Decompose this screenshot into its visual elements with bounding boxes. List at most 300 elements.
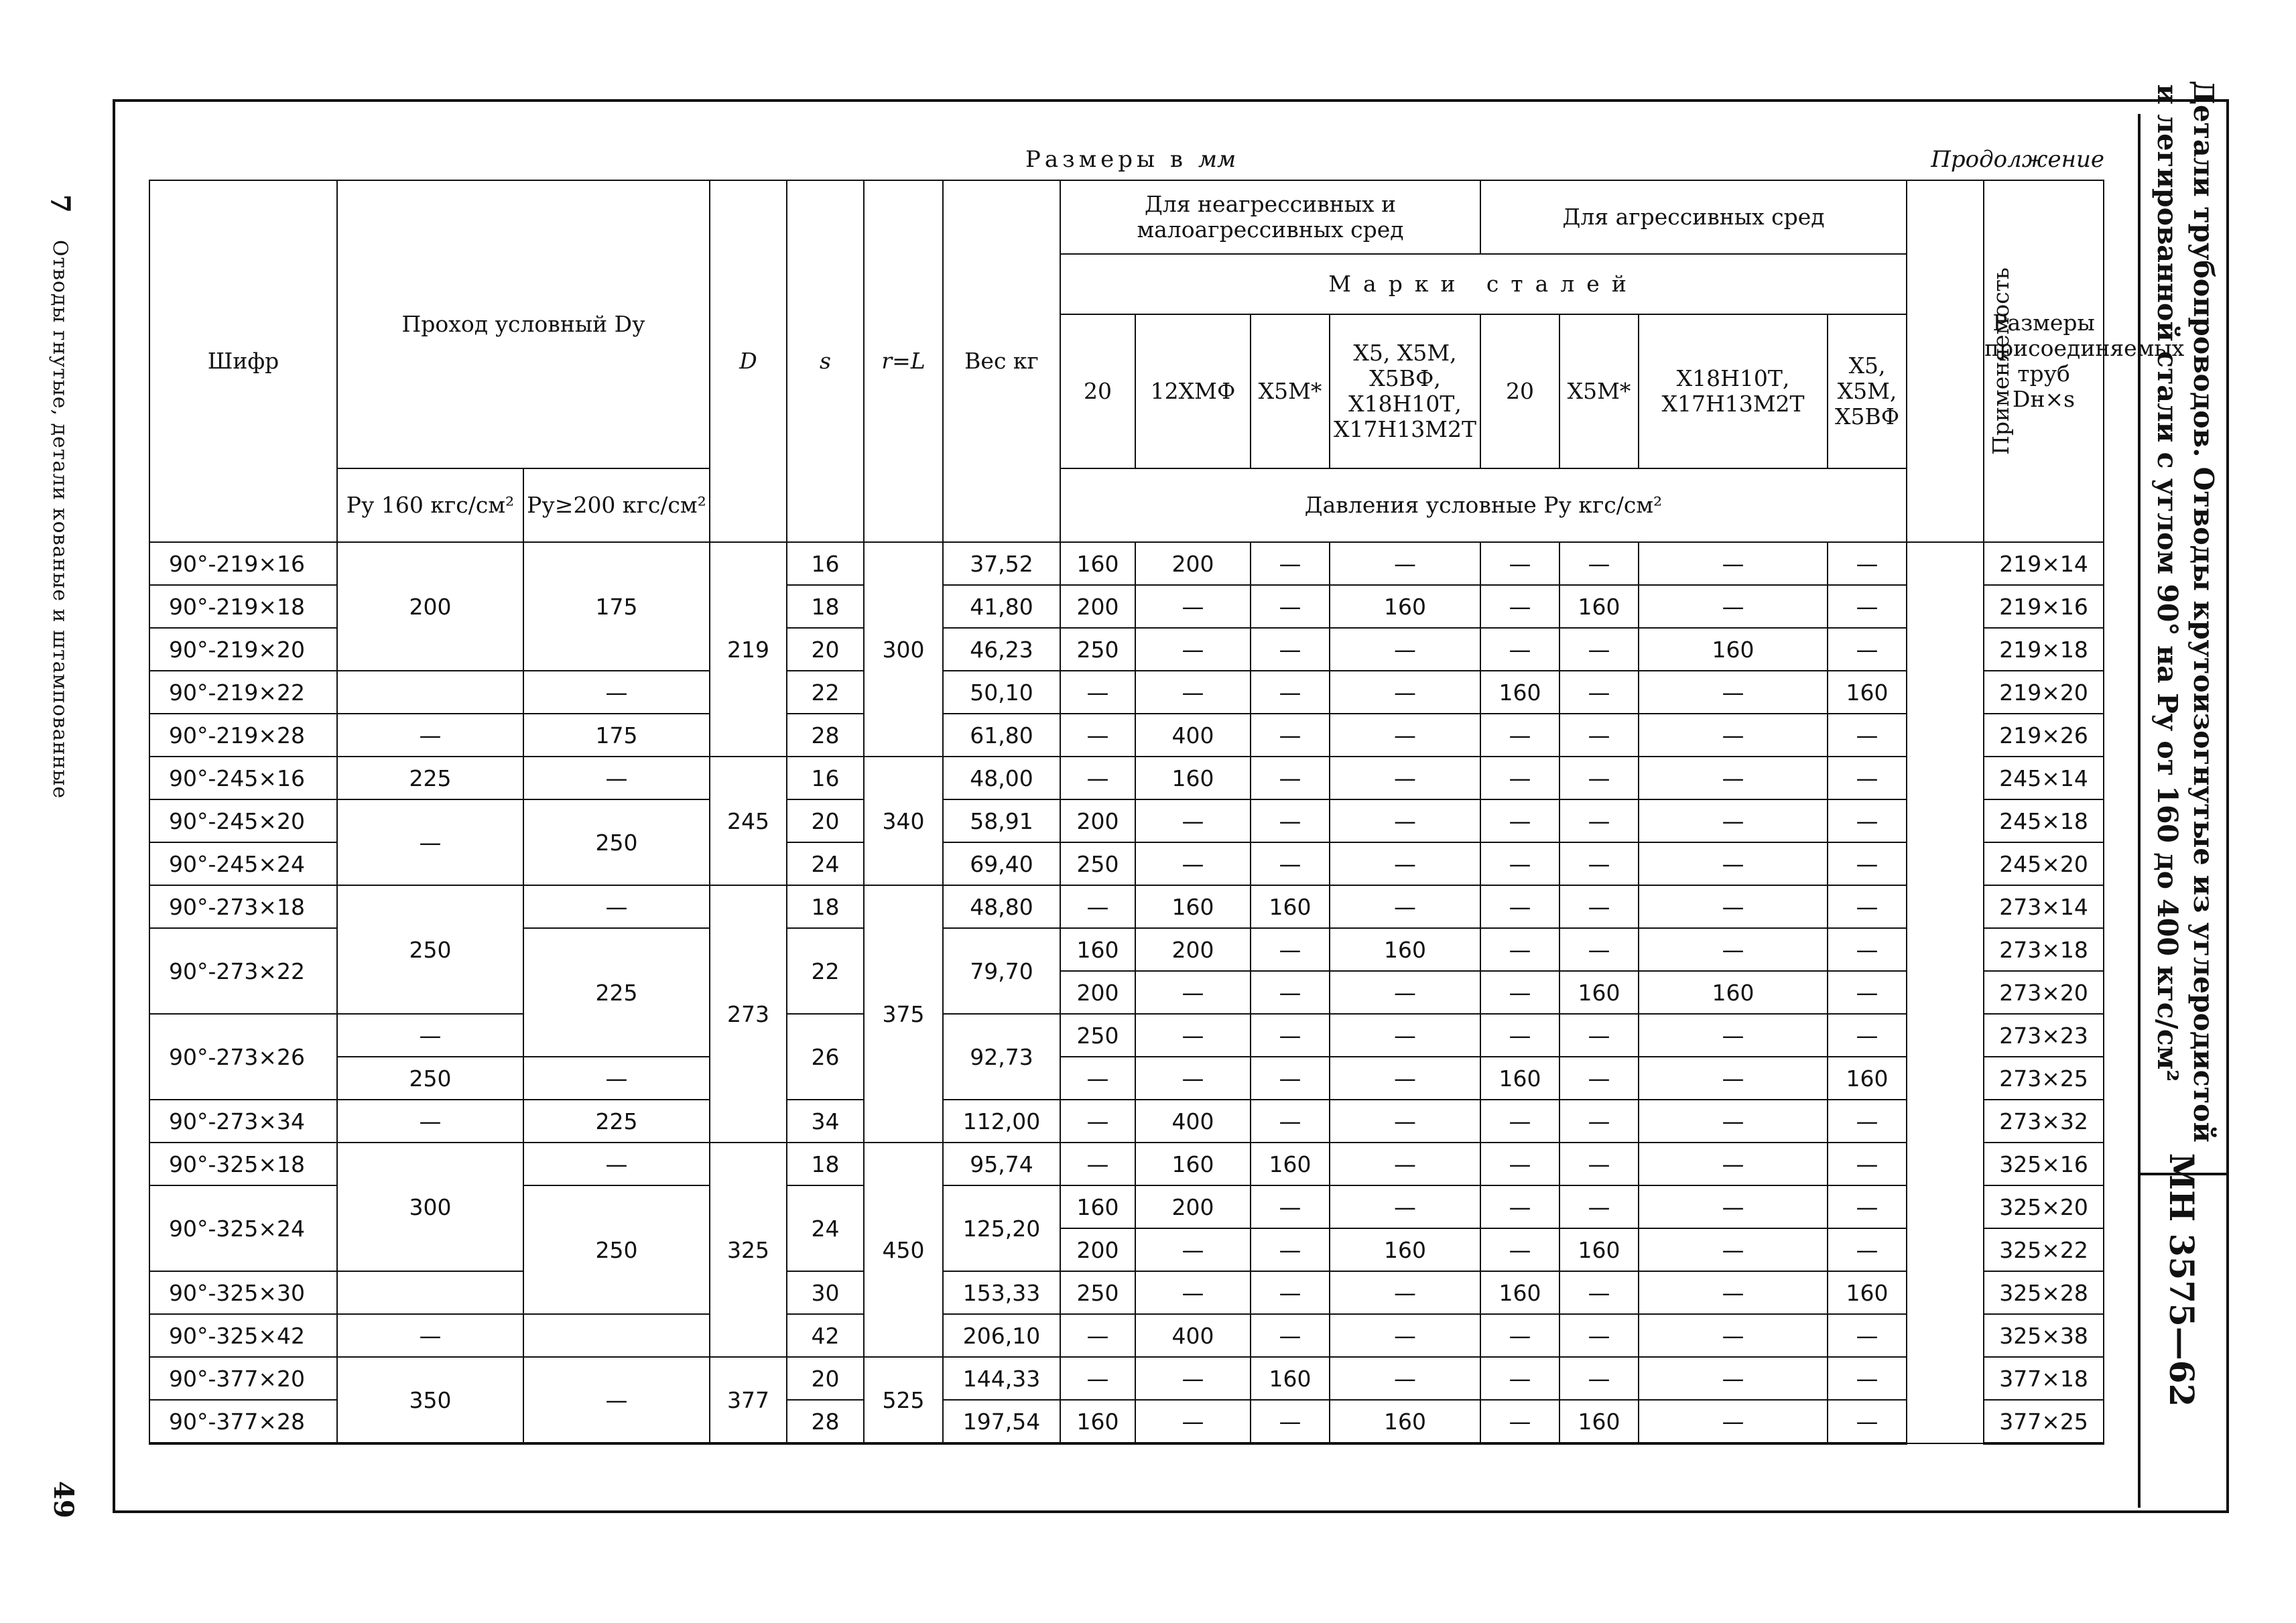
pressure-cell: —: [1480, 885, 1559, 928]
pressure-cell: —: [1828, 628, 1907, 671]
pressure-cell: —: [1639, 1143, 1828, 1185]
weight-cell: 48,80: [943, 885, 1060, 928]
pressure-cell: —: [1559, 1014, 1639, 1057]
attached-cell: 325×28: [1984, 1271, 2104, 1314]
header-py160: Pу 160 кгс/см²: [337, 468, 523, 542]
pressure-cell: —: [1330, 757, 1480, 799]
page-number: 49: [48, 1481, 79, 1518]
pressure-cell: —: [1251, 628, 1330, 671]
table-row: [149, 757, 2104, 799]
pressure-cell: —: [1251, 1014, 1330, 1057]
py200-cell: —: [523, 885, 710, 928]
pressure-cell: —: [1251, 1314, 1330, 1357]
code-cell: 90°-245×16: [149, 757, 337, 799]
pressure-cell: —: [1639, 842, 1828, 885]
pressure-cell: —: [1559, 1271, 1639, 1314]
py160-cell: —: [337, 1100, 523, 1143]
pressure-cell: 160: [1060, 928, 1135, 971]
pressure-cell: —: [1060, 671, 1135, 714]
header-rL: r=L: [864, 180, 943, 542]
pressure-cell: —: [1330, 1185, 1480, 1228]
pressure-cell: 160: [1559, 1228, 1639, 1271]
pressure-cell: —: [1060, 1100, 1135, 1143]
weight-cell: 206,10: [943, 1314, 1060, 1357]
pressure-cell: —: [1480, 971, 1559, 1014]
pressure-cell: 400: [1135, 1314, 1251, 1357]
title-line-1: Детали трубопроводов. Отводы крутоизогнутые из углеродистой: [2187, 80, 2220, 1143]
pressure-cell: —: [1135, 971, 1251, 1014]
applicability-cell: [1907, 542, 1984, 1443]
pressure-cell: —: [1135, 1357, 1251, 1400]
weight-cell: 46,23: [943, 628, 1060, 671]
rL-cell: 340: [864, 757, 943, 885]
pressure-cell: 200: [1060, 585, 1135, 628]
code-cell: 90°-219×16: [149, 542, 337, 585]
pressure-cell: 250: [1060, 1271, 1135, 1314]
pressure-cell: —: [1480, 1400, 1559, 1443]
header-steel-7: Х18Н10Т, Х17Н13М2Т: [1639, 314, 1828, 468]
pressure-cell: —: [1251, 971, 1330, 1014]
weight-cell: 41,80: [943, 585, 1060, 628]
pressure-cell: —: [1828, 757, 1907, 799]
header-applicability: [1907, 180, 2014, 542]
s-cell: 20: [787, 799, 864, 842]
pressure-cell: 160: [1559, 585, 1639, 628]
pressure-cell: —: [1251, 1185, 1330, 1228]
weight-cell: 48,00: [943, 757, 1060, 799]
py200-cell: 250: [523, 1185, 710, 1314]
s-cell: 34: [787, 1100, 864, 1143]
title-line-2: и легированной стали с углом 90° на Pу от 160 до 400 кгс/см²: [2151, 84, 2183, 1082]
D-cell: 219: [710, 542, 787, 757]
pressure-cell: —: [1251, 1400, 1330, 1443]
continuation-label: Продолжение: [1931, 146, 2104, 173]
header-passage: Проход условный Dу: [337, 180, 710, 468]
code-cell: 90°-325×24: [149, 1185, 337, 1271]
rL-cell: 300: [864, 542, 943, 757]
pressure-cell: 160: [1251, 885, 1330, 928]
header-steel-4: Х5, Х5М, Х5ВФ, Х18Н10Т, Х17Н13М2Т: [1330, 314, 1480, 468]
attached-cell: 273×32: [1984, 1100, 2104, 1143]
pressure-cell: 200: [1135, 542, 1251, 585]
table-row: [149, 1143, 2104, 1185]
code-cell: 90°-325×30: [149, 1271, 337, 1314]
s-cell: 28: [787, 1400, 864, 1443]
py160-cell: [337, 1271, 523, 1314]
pressure-cell: —: [1828, 1143, 1907, 1185]
pressure-cell: —: [1135, 1057, 1251, 1100]
pressure-cell: 160: [1251, 1143, 1330, 1185]
pressure-cell: —: [1251, 1057, 1330, 1100]
py200-cell: —: [523, 671, 710, 714]
pressure-cell: —: [1559, 1143, 1639, 1185]
table-row: [149, 1100, 2104, 1143]
pressure-cell: —: [1828, 1400, 1907, 1443]
py200-cell: —: [523, 757, 710, 799]
pressure-cell: —: [1639, 757, 1828, 799]
header-aggressive: Для агрессивных сред: [1480, 180, 1907, 254]
pressure-cell: —: [1480, 1100, 1559, 1143]
pressure-cell: —: [1559, 1314, 1639, 1357]
code-cell: 90°-219×18: [149, 585, 337, 628]
pressure-cell: —: [1060, 885, 1135, 928]
table-caption-line: [147, 146, 2104, 173]
pressure-cell: 160: [1135, 885, 1251, 928]
table-row: [149, 714, 2104, 757]
pressure-cell: —: [1639, 542, 1828, 585]
pressure-cell: —: [1330, 799, 1480, 842]
py160-cell: [337, 671, 523, 714]
pressure-cell: —: [1135, 585, 1251, 628]
attached-cell: 273×20: [1984, 971, 2104, 1014]
attached-cell: 219×26: [1984, 714, 2104, 757]
s-cell: 28: [787, 714, 864, 757]
pressure-cell: —: [1480, 1143, 1559, 1185]
code-cell: 90°-273×26: [149, 1014, 337, 1100]
pressure-cell: —: [1828, 714, 1907, 757]
attached-cell: 325×38: [1984, 1314, 2104, 1357]
pressure-cell: —: [1559, 842, 1639, 885]
pressure-cell: —: [1559, 1057, 1639, 1100]
s-cell: 26: [787, 1014, 864, 1100]
pressure-cell: 160: [1330, 585, 1480, 628]
pressure-cell: —: [1639, 585, 1828, 628]
page-marker: 7: [44, 194, 76, 213]
pressure-cell: 160: [1559, 1400, 1639, 1443]
attached-cell: 245×20: [1984, 842, 2104, 885]
table-row: [149, 1357, 2104, 1400]
pressure-cell: —: [1559, 1357, 1639, 1400]
pressure-cell: —: [1135, 628, 1251, 671]
table-row: [149, 1057, 2104, 1100]
s-cell: 20: [787, 1357, 864, 1400]
applicability-text: Применяемость: [1987, 267, 2014, 455]
attached-cell: 245×18: [1984, 799, 2104, 842]
header-steel-2: 12ХМФ: [1135, 314, 1251, 468]
header-py200: Pу≥200 кгс/см²: [523, 468, 710, 542]
pressure-cell: —: [1251, 585, 1330, 628]
pressure-cell: 160: [1480, 1271, 1559, 1314]
s-cell: 24: [787, 1185, 864, 1271]
py160-cell: 225: [337, 757, 523, 799]
pressure-cell: —: [1251, 799, 1330, 842]
code-cell: 90°-245×20: [149, 799, 337, 842]
section-caption: Отводы гнутые, детали кованые и штампованные: [48, 239, 72, 799]
header-steel-5: 20: [1480, 314, 1559, 468]
pressure-cell: 160: [1480, 1057, 1559, 1100]
pressure-cell: —: [1559, 714, 1639, 757]
pressure-cell: —: [1828, 1357, 1907, 1400]
s-cell: 20: [787, 628, 864, 671]
pressure-cell: —: [1330, 842, 1480, 885]
pressure-cell: —: [1639, 1271, 1828, 1314]
attached-cell: 273×23: [1984, 1014, 2104, 1057]
pressure-cell: 160: [1330, 1228, 1480, 1271]
s-cell: 30: [787, 1271, 864, 1314]
weight-cell: 197,54: [943, 1400, 1060, 1443]
py160-cell: 300: [337, 1143, 523, 1271]
D-cell: 377: [710, 1357, 787, 1443]
pressure-cell: —: [1559, 885, 1639, 928]
attached-cell: 377×18: [1984, 1357, 2104, 1400]
py160-cell: —: [337, 799, 523, 885]
header-steel-8: Х5, Х5М, Х5ВФ: [1828, 314, 1907, 468]
py200-cell: —: [523, 1143, 710, 1185]
header-nonaggressive: Для неагрессивных и малоагрессивных сред: [1060, 180, 1480, 254]
pressure-cell: —: [1135, 842, 1251, 885]
weight-cell: 144,33: [943, 1357, 1060, 1400]
pressure-cell: —: [1060, 1057, 1135, 1100]
pressure-cell: —: [1828, 885, 1907, 928]
table-row: [149, 542, 2104, 585]
pressure-cell: 160: [1639, 628, 1828, 671]
pressure-cell: —: [1559, 542, 1639, 585]
weight-cell: 50,10: [943, 671, 1060, 714]
pressure-cell: —: [1251, 1100, 1330, 1143]
table-row: [149, 671, 2104, 714]
header-D: D: [710, 180, 787, 542]
pressure-cell: —: [1135, 799, 1251, 842]
pressure-cell: 160: [1480, 671, 1559, 714]
pressure-cell: —: [1828, 799, 1907, 842]
attached-cell: 219×14: [1984, 542, 2104, 585]
weight-cell: 61,80: [943, 714, 1060, 757]
pressure-cell: —: [1559, 799, 1639, 842]
pressure-cell: —: [1480, 1357, 1559, 1400]
left-margin-caption: [40, 194, 80, 1468]
attached-cell: 219×16: [1984, 585, 2104, 628]
sizes-label: [1025, 146, 1236, 173]
attached-cell: 219×18: [1984, 628, 2104, 671]
pressure-cell: —: [1639, 671, 1828, 714]
code-cell: 90°-245×24: [149, 842, 337, 885]
pressure-cell: 200: [1135, 928, 1251, 971]
weight-cell: 92,73: [943, 1014, 1060, 1100]
s-cell: 18: [787, 1143, 864, 1185]
attached-cell: 273×14: [1984, 885, 2104, 928]
py200-cell: 250: [523, 799, 710, 885]
attached-cell: 377×25: [1984, 1400, 2104, 1443]
code-cell: 90°-377×20: [149, 1357, 337, 1400]
pressure-cell: —: [1828, 1228, 1907, 1271]
pressure-cell: —: [1480, 714, 1559, 757]
pressure-cell: —: [1480, 842, 1559, 885]
table-row: [149, 1314, 2104, 1357]
py200-cell: —: [523, 1057, 710, 1100]
py160-cell: 250: [337, 885, 523, 1014]
pressure-cell: 400: [1135, 714, 1251, 757]
code-cell: 90°-219×22: [149, 671, 337, 714]
weight-cell: 112,00: [943, 1100, 1060, 1143]
pressure-cell: 160: [1060, 1400, 1135, 1443]
pressure-cell: —: [1559, 928, 1639, 971]
pressure-cell: —: [1828, 1185, 1907, 1228]
pressure-cell: —: [1060, 1314, 1135, 1357]
pressure-cell: 160: [1330, 928, 1480, 971]
pressure-cell: 200: [1060, 1228, 1135, 1271]
s-cell: 42: [787, 1314, 864, 1357]
code-cell: 90°-377×28: [149, 1400, 337, 1443]
pressure-cell: —: [1480, 757, 1559, 799]
pressure-cell: —: [1559, 1100, 1639, 1143]
pressure-cell: 160: [1828, 1271, 1907, 1314]
pressure-cell: 160: [1828, 1057, 1907, 1100]
pressure-cell: —: [1559, 628, 1639, 671]
weight-cell: 95,74: [943, 1143, 1060, 1185]
header-pressures: Давления условные Pу кгс/см²: [1060, 468, 1907, 542]
pressure-cell: —: [1639, 1100, 1828, 1143]
py200-cell: 175: [523, 542, 710, 671]
attached-cell: 325×20: [1984, 1185, 2104, 1228]
table-row: [149, 1271, 2104, 1314]
D-cell: 245: [710, 757, 787, 885]
D-cell: 325: [710, 1143, 787, 1357]
pressure-cell: 160: [1639, 971, 1828, 1014]
py200-cell: 225: [523, 928, 710, 1057]
code-cell: 90°-219×20: [149, 628, 337, 671]
pressure-cell: —: [1559, 757, 1639, 799]
s-cell: 16: [787, 757, 864, 799]
pressure-cell: 250: [1060, 842, 1135, 885]
header-weight: Вес кг: [943, 180, 1060, 542]
pressure-cell: —: [1060, 1357, 1135, 1400]
s-cell: 18: [787, 585, 864, 628]
pressure-cell: —: [1559, 671, 1639, 714]
table-row: [149, 799, 2104, 842]
s-cell: 22: [787, 928, 864, 1014]
weight-cell: 153,33: [943, 1271, 1060, 1314]
py160-cell: 200: [337, 542, 523, 671]
pressure-cell: —: [1828, 1314, 1907, 1357]
pressure-cell: —: [1639, 928, 1828, 971]
pressure-cell: —: [1639, 714, 1828, 757]
pressure-cell: —: [1330, 1143, 1480, 1185]
pressure-cell: —: [1251, 842, 1330, 885]
pressure-cell: —: [1828, 1100, 1907, 1143]
pressure-cell: —: [1330, 714, 1480, 757]
py160-cell: —: [337, 1014, 523, 1057]
rL-cell: 525: [864, 1357, 943, 1443]
attached-cell: 273×18: [1984, 928, 2104, 971]
pressure-cell: —: [1480, 1185, 1559, 1228]
code-cell: 90°-219×28: [149, 714, 337, 757]
pressure-cell: 160: [1828, 671, 1907, 714]
weight-cell: 79,70: [943, 928, 1060, 1014]
pressure-cell: —: [1251, 542, 1330, 585]
pressure-cell: —: [1480, 1014, 1559, 1057]
pressure-cell: —: [1251, 928, 1330, 971]
pressure-cell: —: [1639, 1357, 1828, 1400]
pressure-cell: 200: [1060, 799, 1135, 842]
pressure-cell: 400: [1135, 1100, 1251, 1143]
header-steel-1: 20: [1060, 314, 1135, 468]
pressure-cell: —: [1330, 671, 1480, 714]
rL-cell: 450: [864, 1143, 943, 1357]
py200-cell: —: [523, 1357, 710, 1443]
pressure-cell: —: [1480, 585, 1559, 628]
pressure-cell: —: [1330, 1100, 1480, 1143]
pressure-cell: —: [1639, 1228, 1828, 1271]
pressure-cell: —: [1828, 928, 1907, 971]
py200-cell: 175: [523, 714, 710, 757]
pressure-cell: —: [1135, 1228, 1251, 1271]
header-attached-pipes: Размеры присоединяемых труб Dн×s: [1984, 180, 2104, 542]
code-cell: 90°-273×34: [149, 1100, 337, 1143]
pressure-cell: 160: [1559, 971, 1639, 1014]
pressure-cell: —: [1480, 542, 1559, 585]
header-code: Шифр: [149, 180, 337, 542]
py160-cell: 250: [337, 1057, 523, 1100]
pressure-cell: —: [1251, 671, 1330, 714]
pressure-cell: —: [1330, 628, 1480, 671]
header-steel-3: Х5М*: [1251, 314, 1330, 468]
pressure-cell: —: [1828, 585, 1907, 628]
pressure-cell: —: [1330, 1057, 1480, 1100]
py200-cell: [523, 1314, 710, 1357]
py160-cell: —: [337, 714, 523, 757]
pressure-cell: —: [1251, 714, 1330, 757]
s-cell: 18: [787, 885, 864, 928]
rL-cell: 375: [864, 885, 943, 1143]
pressure-cell: —: [1330, 542, 1480, 585]
weight-cell: 58,91: [943, 799, 1060, 842]
pressure-cell: —: [1480, 928, 1559, 971]
table-row: [149, 885, 2104, 928]
D-cell: 273: [710, 885, 787, 1143]
pressure-cell: —: [1480, 1314, 1559, 1357]
code-cell: 90°-325×42: [149, 1314, 337, 1357]
pressure-cell: —: [1060, 1143, 1135, 1185]
pressure-cell: —: [1828, 971, 1907, 1014]
pressure-cell: —: [1828, 542, 1907, 585]
header-s: s: [787, 180, 864, 542]
pressure-cell: —: [1060, 714, 1135, 757]
pressure-cell: —: [1135, 1014, 1251, 1057]
pressure-cell: —: [1639, 1057, 1828, 1100]
pressure-cell: —: [1559, 1185, 1639, 1228]
attached-cell: 245×14: [1984, 757, 2104, 799]
pressure-cell: 160: [1060, 1185, 1135, 1228]
pressure-cell: —: [1639, 799, 1828, 842]
pressure-cell: —: [1135, 1271, 1251, 1314]
py160-cell: 350: [337, 1357, 523, 1443]
pressure-cell: —: [1251, 1271, 1330, 1314]
sizes-unit: мм: [1198, 146, 1236, 173]
pressure-cell: —: [1330, 1014, 1480, 1057]
pressure-cell: —: [1480, 1228, 1559, 1271]
pressure-cell: —: [1251, 757, 1330, 799]
pressure-cell: —: [1330, 1271, 1480, 1314]
standard-code: МН 3575—62: [2162, 1153, 2202, 1407]
attached-cell: 325×22: [1984, 1228, 2104, 1271]
pressure-cell: —: [1639, 1400, 1828, 1443]
pressure-cell: —: [1330, 885, 1480, 928]
py160-cell: —: [337, 1314, 523, 1357]
attached-cell: 219×20: [1984, 671, 2104, 714]
pressure-cell: 200: [1135, 1185, 1251, 1228]
pressure-cell: —: [1639, 1014, 1828, 1057]
pressure-cell: —: [1135, 671, 1251, 714]
py200-cell: 225: [523, 1100, 710, 1143]
s-cell: 22: [787, 671, 864, 714]
pressure-cell: 160: [1251, 1357, 1330, 1400]
code-cell: 90°-273×18: [149, 885, 337, 928]
s-cell: 16: [787, 542, 864, 585]
pressure-cell: —: [1639, 885, 1828, 928]
header-steel-6: Х5М*: [1559, 314, 1639, 468]
pressure-cell: —: [1639, 1185, 1828, 1228]
pressure-cell: —: [1828, 1014, 1907, 1057]
